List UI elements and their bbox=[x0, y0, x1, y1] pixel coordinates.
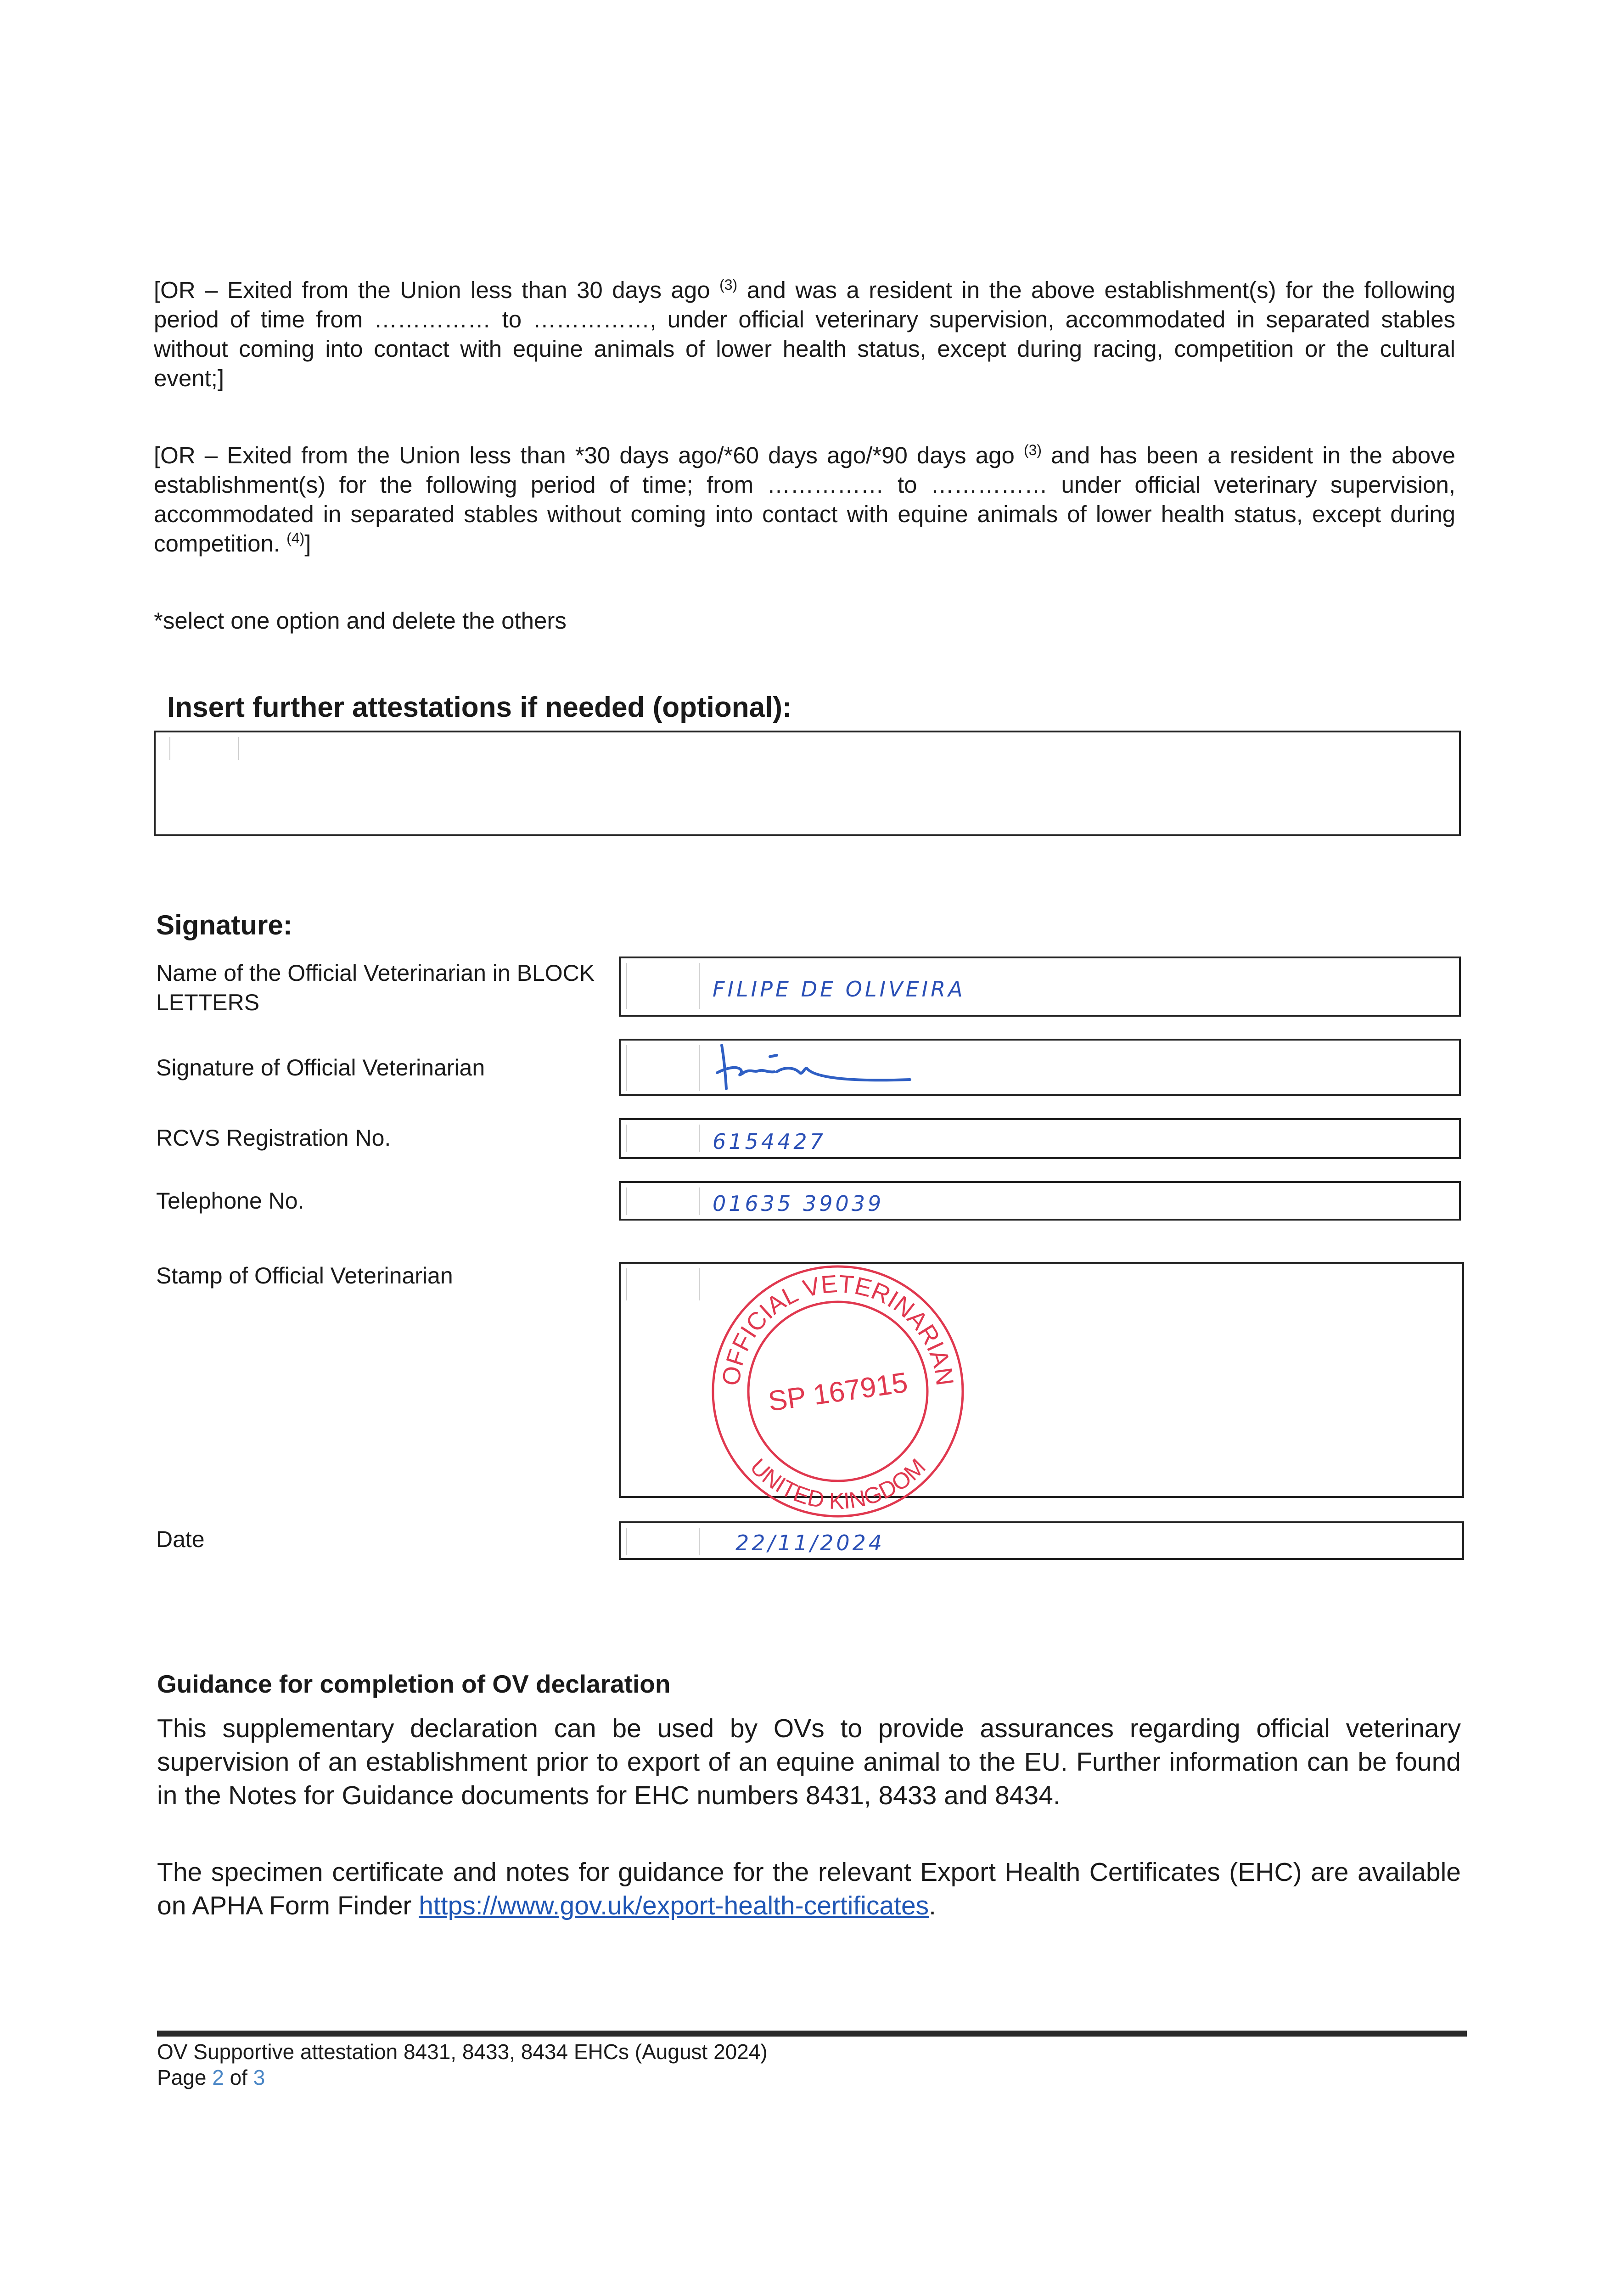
text: and has been a resident in the above establishment(s) for the following period of time; from …………… to …………… under official veterinary supervision, accommodated in separated stables without coming into contact with equine animals of lower health status, except during competition. bbox=[154, 442, 1455, 557]
text: The specimen certificate and notes for guidance for the relevant Export Health Certificates (EHC) are available on APHA Form Finder bbox=[157, 1857, 1461, 1920]
rcvs-label: RCVS Registration No. bbox=[156, 1125, 391, 1151]
footnote-ref: (3) bbox=[1023, 442, 1042, 458]
options-section bbox=[154, 276, 1455, 636]
text: . bbox=[929, 1891, 936, 1920]
stamp-bottom-text: UNITED KINGDOM bbox=[745, 1453, 931, 1514]
name-value: FILIPE DE OLIVEIRA bbox=[713, 977, 965, 1002]
rcvs-field[interactable] bbox=[619, 1118, 1461, 1159]
date-value: 22/11/2024 bbox=[735, 1531, 885, 1555]
text: Page bbox=[157, 2065, 207, 2089]
date-label: Date bbox=[156, 1526, 205, 1552]
signature-label: Signature of Official Veterinarian bbox=[156, 1055, 485, 1080]
rcvs-value: 6154427 bbox=[713, 1129, 826, 1154]
export-health-certificates-link[interactable]: https://www.gov.uk/export-health-certificates bbox=[419, 1891, 929, 1920]
select-note: *select one option and delete the others bbox=[154, 608, 567, 634]
name-label: Name of the Official Veterinarian in BLOCK LETTERS bbox=[156, 960, 595, 1015]
page-number bbox=[157, 2065, 1467, 2090]
text: of bbox=[230, 2065, 247, 2089]
option-paragraph-30-days bbox=[154, 276, 1455, 393]
stamp-label: Stamp of Official Veterinarian bbox=[156, 1263, 453, 1289]
text: ] bbox=[304, 530, 311, 557]
stamp-top-text: OFFICIAL VETERINARIAN bbox=[717, 1270, 959, 1388]
total-pages: 3 bbox=[253, 2065, 265, 2089]
guidance-paragraph: This supplementary declaration can be used by OVs to provide assurances regarding official veterinary supervision of an establishment prior to export of an equine animal to the EU. Further information can be found in the Notes for Guidance documents for EHC numbers 8431, 8433 and 8434. bbox=[157, 1714, 1461, 1810]
svg-text:OFFICIAL VETERINARIAN bbox=[717, 1270, 959, 1387]
handwritten-signature bbox=[708, 1041, 915, 1096]
official-stamp bbox=[707, 1258, 969, 1525]
signature-field[interactable] bbox=[619, 1039, 1461, 1096]
footer-rule bbox=[157, 2031, 1467, 2037]
stamp-number: SP 167915 bbox=[766, 1367, 910, 1418]
text: [OR – Exited from the Union less than 30 days ago bbox=[154, 277, 720, 303]
further-attestations-field[interactable] bbox=[154, 731, 1461, 836]
further-attestations-heading: Insert further attestations if needed (optional): bbox=[167, 692, 792, 723]
name-field[interactable] bbox=[619, 957, 1461, 1017]
telephone-field[interactable] bbox=[619, 1181, 1461, 1221]
telephone-value: 01635 39039 bbox=[713, 1191, 884, 1216]
date-field[interactable] bbox=[619, 1521, 1464, 1560]
current-page: 2 bbox=[212, 2065, 224, 2089]
svg-text:UNITED KINGDOM bbox=[745, 1454, 930, 1514]
option-paragraph-30-60-90-days bbox=[154, 441, 1455, 558]
footer bbox=[157, 2039, 1467, 2090]
footer-title: OV Supportive attestation 8431, 8433, 8434 EHCs (August 2024) bbox=[157, 2040, 768, 2064]
footnote-ref: (4) bbox=[286, 530, 305, 546]
text: [OR – Exited from the Union less than *30 days ago/*60 days ago/*90 days ago bbox=[154, 442, 1024, 468]
telephone-label: Telephone No. bbox=[156, 1188, 304, 1214]
guidance-links-paragraph bbox=[157, 1856, 1461, 1923]
text: and was a resident in the above establishment(s) for the following period of time from …………… to ……………, under official veterinary supervision, accommodated in separated stables without coming into contact with equine animals of lower health status, except during racing, competition or the cultural event;] bbox=[154, 277, 1455, 391]
guidance-heading: Guidance for completion of OV declaration bbox=[157, 1670, 671, 1698]
signature-heading: Signature: bbox=[156, 910, 292, 940]
guidance-section bbox=[157, 1668, 1461, 1923]
footnote-ref: (3) bbox=[719, 276, 738, 293]
